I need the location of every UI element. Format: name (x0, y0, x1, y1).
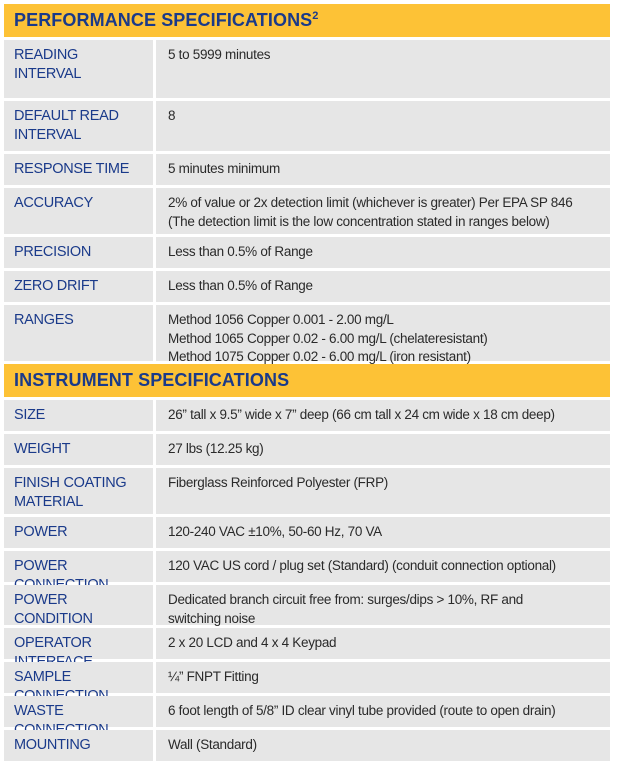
instrument-table (4, 400, 610, 761)
spec-row (4, 551, 610, 582)
spec-value (156, 188, 610, 234)
spec-value (156, 662, 610, 693)
spec-row (4, 271, 610, 302)
spec-value-line: Less than 0.5% of Range (168, 278, 313, 293)
spec-row (4, 696, 610, 727)
spec-value (156, 101, 610, 151)
spec-label: MOUNTING (4, 730, 153, 761)
spec-label: SIZE (4, 400, 153, 431)
spec-label: POWER CONDITION (4, 585, 153, 625)
spec-value (156, 305, 610, 364)
spec-value-line: 2 x 20 LCD and 4 x 4 Keypad (168, 635, 337, 650)
spec-row (4, 188, 610, 234)
spec-value-line: Less than 0.5% of Range (168, 244, 313, 259)
spec-value-line: 27 lbs (12.25 kg) (168, 441, 264, 456)
spec-value (156, 154, 610, 185)
spec-value (156, 696, 610, 727)
spec-value-line: Method 1065 Copper 0.02 - 6.00 mg/L (chelateresistant) (168, 330, 488, 346)
spec-label: WASTE (4, 696, 153, 727)
spec-value (156, 271, 610, 302)
spec-label: PRECISION (4, 237, 153, 268)
performance-title: PERFORMANCE SPECIFICATIONS (14, 10, 313, 30)
spec-value (156, 730, 610, 761)
spec-label: ZERO DRIFT (4, 271, 153, 302)
instrument-title: INSTRUMENT SPECIFICATIONS (14, 370, 290, 390)
spec-value-line: Dedicated branch circuit free from: surges/dips > 10%, RF and (168, 592, 524, 607)
spec-row (4, 101, 610, 151)
spec-value-line: Method 1075 Copper 0.02 - 6.00 mg/L (iron resistant) (168, 349, 471, 364)
spec-value (156, 517, 610, 548)
spec-label: RESPONSE TIME (4, 154, 153, 185)
spec-row (4, 154, 610, 185)
spec-value-line: 5 minutes minimum (168, 161, 280, 176)
spec-value-line: switching noise (168, 610, 256, 626)
spec-label: OPERATOR (4, 628, 153, 659)
footnote-marker: 2 (312, 10, 319, 22)
spec-value (156, 237, 610, 268)
spec-value-line: 2% of value or 2x detection limit (whichever is greater) Per EPA SP 846 (168, 195, 573, 210)
spec-row (4, 468, 610, 514)
spec-value-line: Method 1056 Copper 0.001 - 2.00 mg/L (168, 312, 394, 327)
spec-row (4, 305, 610, 364)
spec-row (4, 517, 610, 548)
instrument-specifications-header (4, 364, 610, 397)
spec-label: ACCURACY (4, 188, 153, 234)
spec-sheet (4, 4, 610, 761)
spec-label: POWER (4, 517, 153, 548)
spec-value-line: 5 to 5999 minutes (168, 47, 271, 62)
spec-value-line: 120 VAC US cord / plug set (Standard) (conduit connection optional) (168, 558, 556, 573)
spec-label: READING INTERVAL (4, 40, 153, 98)
spec-value (156, 400, 610, 431)
spec-value-line: 8 (168, 108, 176, 123)
spec-label: WEIGHT (4, 434, 153, 465)
spec-label: DEFAULT READ INTERVAL (4, 101, 153, 151)
spec-row (4, 628, 610, 659)
spec-label: SAMPLE (4, 662, 153, 693)
spec-value-line: 6 foot length of 5/8” ID clear vinyl tube provided (route to open drain) (168, 703, 556, 718)
spec-value (156, 628, 610, 659)
spec-row (4, 40, 610, 98)
spec-label: POWER (4, 551, 153, 582)
performance-specifications-header (4, 4, 610, 37)
spec-value (156, 585, 610, 625)
spec-row (4, 434, 610, 465)
spec-row (4, 662, 610, 693)
performance-table (4, 40, 610, 364)
spec-value-line: 26” tall x 9.5” wide x 7” deep (66 cm tall x 24 cm wide x 18 cm deep) (168, 407, 555, 422)
spec-label: FINISH COATING MATERIAL (4, 468, 153, 514)
spec-value-line: Wall (Standard) (168, 737, 257, 752)
spec-value-line: 120-240 VAC ±10%, 50-60 Hz, 70 VA (168, 524, 382, 539)
spec-value-line: (The detection limit is the low concentration stated in ranges below) (168, 213, 550, 229)
spec-value-line: Fiberglass Reinforced Polyester (FRP) (168, 475, 388, 490)
spec-value (156, 40, 610, 98)
spec-label: RANGES (4, 305, 153, 361)
spec-value (156, 434, 610, 465)
spec-row (4, 237, 610, 268)
spec-row (4, 730, 610, 761)
spec-value (156, 551, 610, 582)
spec-value (156, 468, 610, 514)
spec-row (4, 585, 610, 625)
spec-value-line: ¼” FNPT Fitting (168, 669, 259, 684)
spec-row (4, 400, 610, 431)
